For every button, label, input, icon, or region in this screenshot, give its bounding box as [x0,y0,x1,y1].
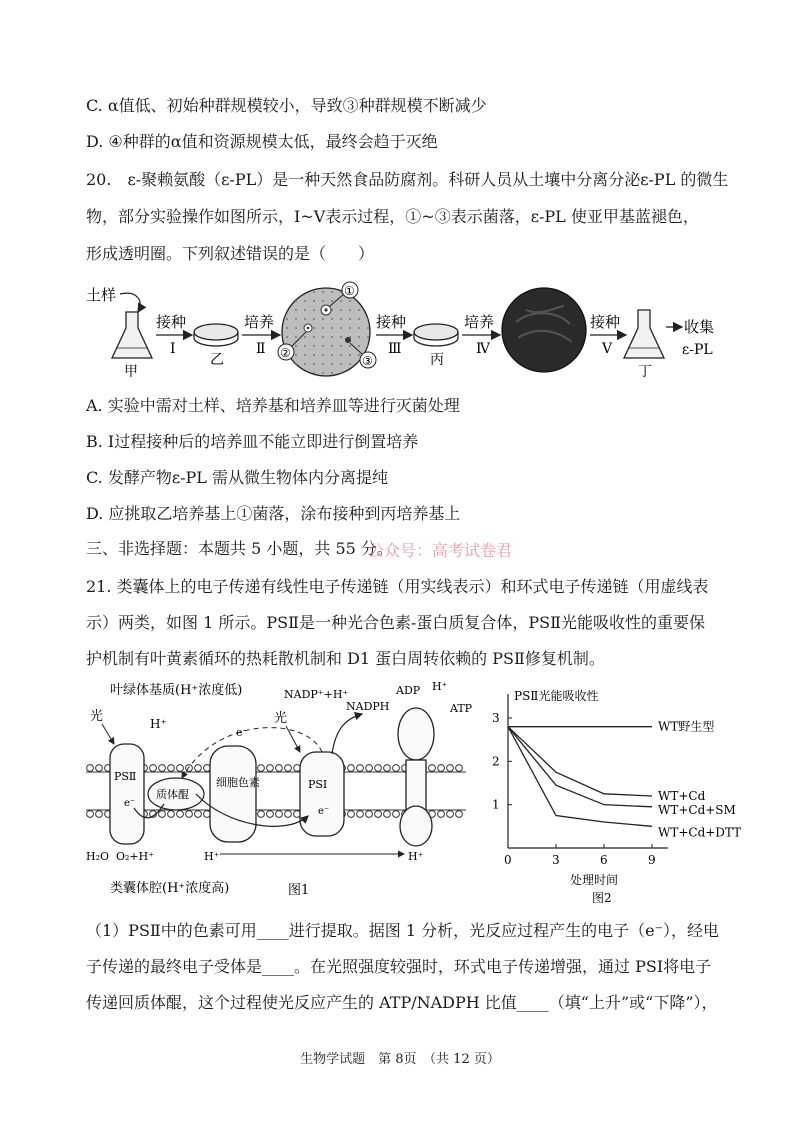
q20-option-c: C. 发酵产物ε-PL 需从微生物体内分离提纯 [86,468,389,487]
dish-c-icon [414,324,458,340]
step4-culture: 培养 [464,313,495,331]
hplus-label-1: H⁺ [150,717,167,731]
cyt-label: 细胞色素 [216,776,260,789]
step1-numeral: Ⅰ [170,341,176,357]
q19-option-c: C. α值低、初始种群规模较小，导致③种群规模不断减少 [86,96,487,115]
lipid-head [393,811,400,818]
step3-inoculate: 接种 [376,313,407,331]
lipid-head [159,765,166,772]
lipid-head [177,811,184,818]
lipid-head [168,765,175,772]
product-label: ε-PL [682,342,713,358]
series-line-1 [508,727,652,796]
lipid-head [384,765,391,772]
y-tick-label: 2 [492,754,500,769]
x-tick-label: 0 [504,853,512,867]
watermark: 公众号：高考试卷君 [368,541,513,560]
flask-d-icon [624,310,664,358]
lipid-head [87,811,94,818]
hplus-label-3: H⁺ [204,850,220,863]
lipid-head [285,765,292,772]
lipid-head [258,811,265,818]
y-tick-label: 1 [492,797,500,812]
lipid-head [438,811,445,818]
electron-top-label: e⁻ [236,726,249,739]
flask-a-icon [112,312,152,358]
step5-inoculate: 接种 [590,313,621,331]
adp-label: ADP [396,684,421,697]
lipid-head [393,765,400,772]
atp-label: ATP [450,702,473,715]
flask-d-label: 丁 [638,364,652,380]
dish-b-label: 乙 [210,352,224,368]
colony-3-label: ③ [362,354,373,368]
q20-option-a: A. 实验中需对土样、培养基和培养皿等进行灭菌处理 [86,396,460,415]
hplus-label-4: H⁺ [408,850,424,863]
cytochrome-complex [210,746,256,842]
fig2-xlabel: 处理时间 [570,873,619,887]
hplus-label-2: H⁺ [432,680,448,693]
q21-part1-line3: 传递回质体醌，这个过程使光反应产生的 ATP/NADPH 比值____（填“上升”或“下降”）， [86,993,718,1012]
lipid-head [96,811,103,818]
q19-option-d: D. ④种群的α值和资源规模太低，最终会趋于灭绝 [86,132,438,151]
q20-option-d: D. 应挑取乙培养基上①菌落，涂布接种到丙培养基上 [86,504,461,523]
q21-stem-line3: 护机制有叶黄素循环的热耗散机制和 D1 蛋白周转依赖的 PSⅡ修复机制。 [86,649,605,668]
lipid-head [375,811,382,818]
light-label-1: 光 [90,709,104,724]
lipid-head [276,765,283,772]
lipid-head [96,765,103,772]
fig1-caption: 图1 [288,883,310,898]
q20-stem-line3: 形成透明圈。下列叙述错误的是（ ） [86,244,375,263]
lipid-head [447,765,454,772]
lipid-head [177,765,184,772]
lipid-head [87,765,94,772]
series-label-1: WT+Cd [658,789,706,803]
lipid-head [195,811,202,818]
fig2-chart [488,686,778,908]
nadph-label: NADPH [346,700,390,713]
lipid-head [168,811,175,818]
lumen-label: 类囊体腔(H⁺浓度高) [110,881,230,896]
lipid-head [456,765,463,772]
q21-part1-line2: 子传递的最终电子受体是____。在光照强度较强时，环式电子传递增强，通过 PSⅠ将电子 [86,957,712,976]
ps2-complex [110,744,144,844]
fig2-caption: 图2 [592,891,612,905]
q20-experiment-diagram [86,280,726,380]
lipid-head [285,811,292,818]
lipid-head [348,765,355,772]
fig2-ylabel: PSⅡ光能吸收性 [514,689,599,703]
lipid-head [195,765,202,772]
lipid-head [267,811,274,818]
lipid-head [276,811,283,818]
series-label-2: WT+Cd+SM [658,802,736,817]
water-label: H₂O [86,850,110,863]
page-footer: 生物学试题 第 8页 （共 12 页） [300,1052,500,1067]
stroma-label: 叶绿体基质(H⁺浓度低) [110,683,243,698]
step2-numeral: Ⅱ [256,341,266,357]
lipid-head [267,765,274,772]
y-tick-label: 3 [492,711,500,725]
q20-stem-line2: 物，部分实验操作如图所示，Ⅰ~Ⅴ表示过程，①~③表示菌落，ε-PL 使亚甲基蓝褪色， [86,207,699,226]
ps1-complex [300,752,344,836]
lipid-head [258,765,265,772]
series-label-3: WT+Cd+DTT [658,825,742,840]
lipid-head [456,811,463,818]
lipid-head [159,811,166,818]
soil-label: 土样 [86,286,117,304]
q21-stem-line1: 21. 类囊体上的电子传递有线性电子传递链（用实线表示）和环式电子传递链（用虚线表 [86,577,709,596]
x-tick-label: 3 [552,853,560,867]
step4-numeral: Ⅳ [476,341,490,357]
ps1-label: PSⅠ [308,778,328,791]
lipid-head [447,811,454,818]
x-tick-label: 9 [648,853,656,867]
colony-2-label: ② [280,346,291,360]
collect-label: 收集 [684,318,715,336]
q20-option-b: B. Ⅰ过程接种后的培养皿不能立即进行倒置培养 [86,432,419,451]
step1-inoculate: 接种 [156,313,187,331]
flask-a-label: 甲 [124,364,138,380]
soil-arrow [120,293,140,312]
lipid-head [366,811,373,818]
x-tick-label: 6 [600,853,608,867]
nadp-label: NADP⁺+H⁺ [284,688,349,701]
lipid-head [348,811,355,818]
dish-b-icon [194,324,238,340]
series-label-0: WT野生型 [658,719,715,734]
step2-culture: 培养 [244,313,275,331]
ps1-electron: e⁻ [318,806,330,817]
lipid-head [186,811,193,818]
pq-label: 质体醌 [156,788,189,801]
fig1-thylakoid-diagram [86,676,486,906]
lipid-head [150,765,157,772]
step5-numeral: Ⅴ [602,341,613,357]
ps2-electron: e⁻ [124,798,136,809]
lipid-head [375,765,382,772]
q20-stem-line1: 20. ε-聚赖氨酸（ε-PL）是一种天然食品防腐剂。科研人员从土壤中分离分泌ε-PL 的微生 [86,170,729,189]
section-3-heading: 三、非选择题：本题共 5 小题，共 55 分。 [86,539,393,558]
q21-part1-line1: （1）PSⅡ中的色素可用____进行提取。据图 1 分析，光反应过程产生的电子（e⁻），经电 [86,921,720,940]
dish-c-label: 丙 [430,352,444,368]
q21-stem-line2: 示）两类，如图 1 所示。PSⅡ是一种光合色素-蛋白质复合体，PSⅡ光能吸收性的重要保 [86,613,705,632]
colony-1-label: ① [344,284,355,298]
atp-synthase-head [398,708,434,760]
colony-3 [345,337,351,343]
lipid-head [429,765,436,772]
lipid-head [357,811,364,818]
lipid-head [357,765,364,772]
ps2-label: PSⅡ [114,770,137,783]
series-line-3 [508,727,652,827]
lipid-head [438,765,445,772]
o2-label: O₂+H⁺ [116,850,155,863]
step3-numeral: Ⅲ [388,341,402,357]
lipid-head [384,811,391,818]
lipid-head [366,765,373,772]
light-label-2: 光 [274,711,288,726]
